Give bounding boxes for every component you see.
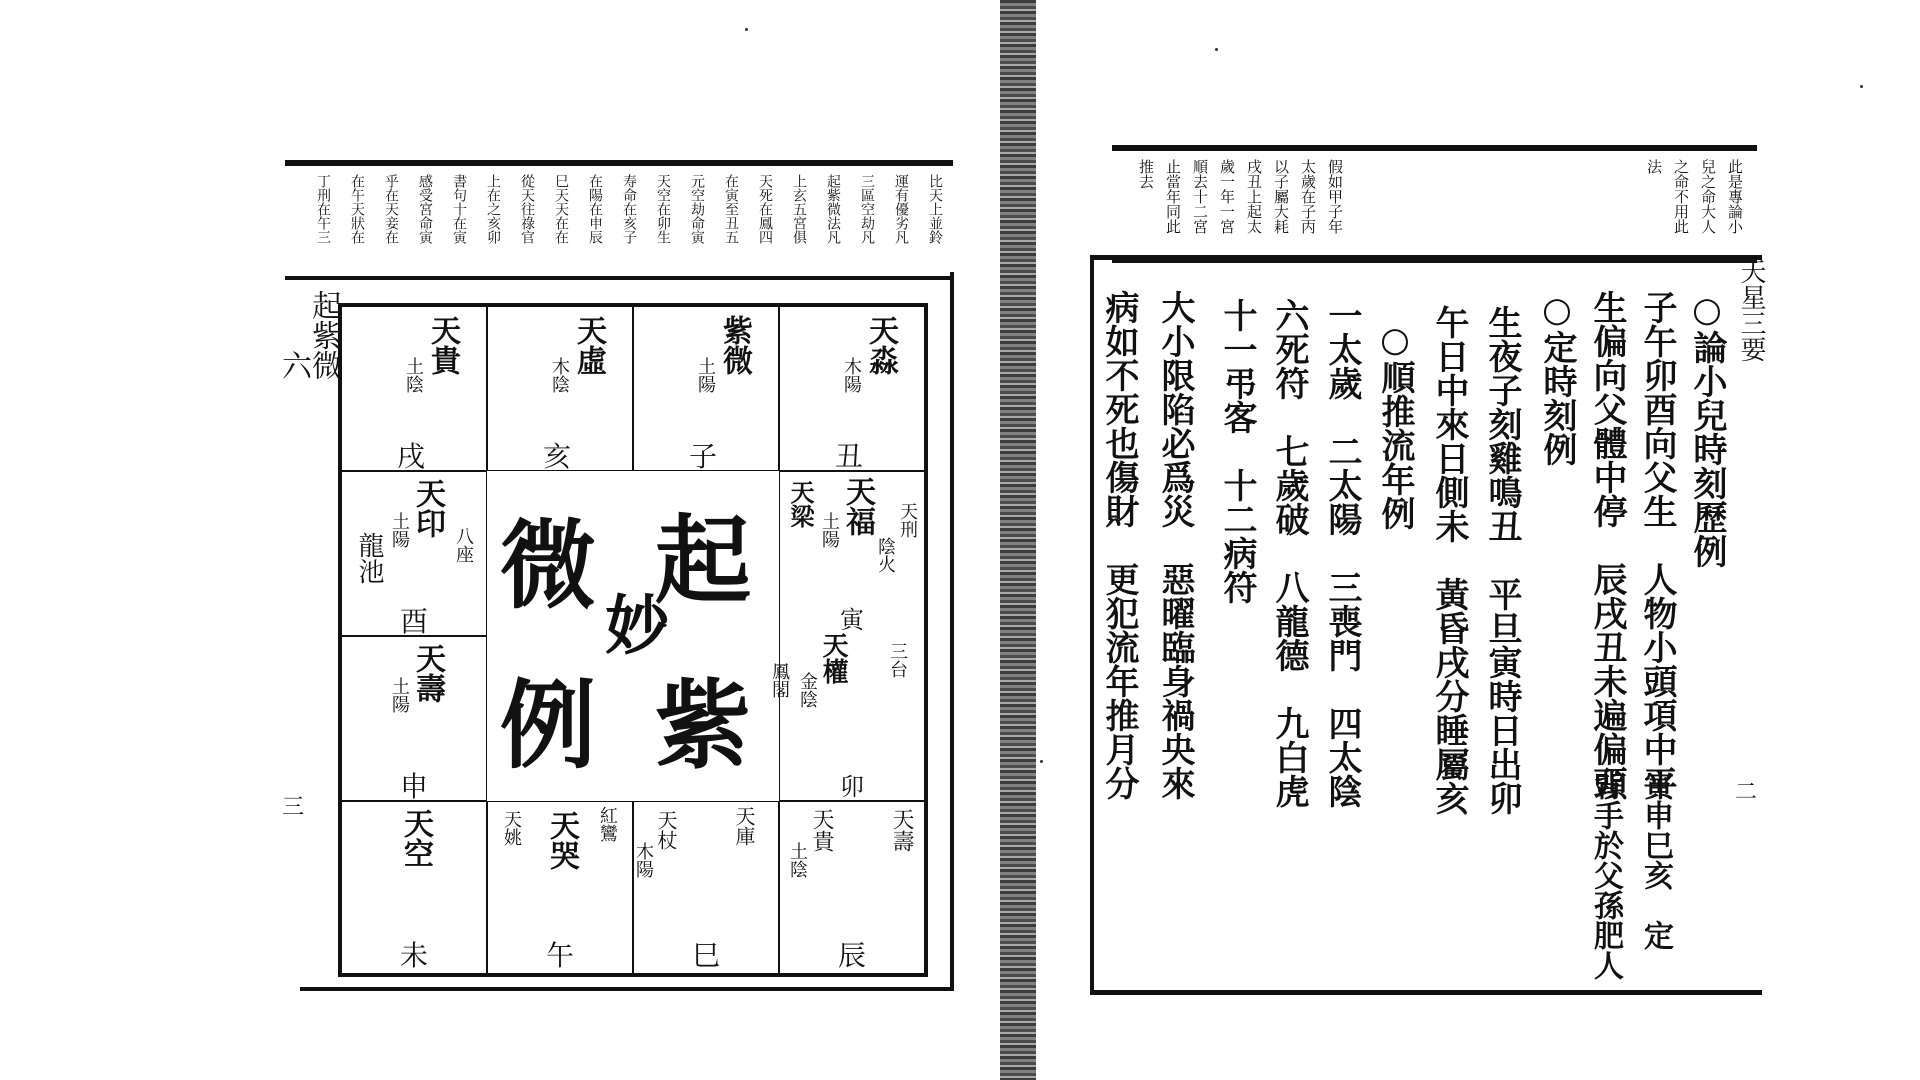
note: 乎在天妾在 [383,174,399,244]
star-name: 天杖 [654,810,678,850]
text-column: 大小限陷必爲災 惡曜臨身禍央來 [1155,290,1195,800]
left-margin-notes [285,160,953,280]
note: 歲一年一宮 [1218,159,1236,234]
note: 戌丑上起太 [1245,159,1263,234]
text-column: 生夜子刻雞鳴丑 平旦寅時日出卯 [1482,305,1522,815]
cell-chou [779,306,925,471]
cell-wei [341,801,487,974]
note: 此是專論小 [1726,159,1744,234]
text-column-tail: 背手於父孫肥人 [1588,770,1623,980]
text-column: 午日中來日側未 黃昏戌分睡屬亥 [1429,305,1469,815]
star-element: 木陽 [841,357,862,393]
note: 巳天天在在 [553,174,569,244]
note: 在寅至丑五 [723,174,739,244]
page-number: 二 [1735,780,1758,805]
branch-label: 巳 [692,939,721,972]
star-element: 土陰 [787,842,808,878]
cell-si [633,801,779,974]
extra-star: 鳳閣 [769,662,790,698]
star-name: 天福 [840,476,875,536]
cell-xu [341,306,487,471]
star-element: 土陰 [403,357,424,393]
note: 在午天狀在 [349,174,365,244]
star-name: 天權 [818,632,848,684]
note: 推去 [1137,159,1155,189]
note: 以子屬大耗 [1272,159,1290,234]
speck [745,28,748,31]
right-margin-notes [1112,145,1757,263]
star-name: 天梁 [786,480,815,528]
note: 從天往祿官 [519,174,535,244]
note: 三區空劫凡 [859,174,875,244]
note: 在陽在申辰 [587,174,603,244]
note: 兒之命大人 [1699,159,1717,234]
extra-star: 八座 [453,527,474,563]
text-column: ○論小兒時刻歷例 [1687,290,1727,568]
page-number: 三 [282,795,305,820]
title-char: 紫 [655,669,751,782]
branch-label: 戌 [397,440,426,473]
star-name: 天貴 [425,315,460,375]
text-column-tail: 寅申巳亥 定 [1638,770,1673,950]
note: 比天上並鈴 [927,174,943,244]
text-column: ○定時刻例 [1537,290,1577,466]
center-title [480,470,780,790]
note: 丁刑在午三 [315,174,331,244]
extra-star: 三台 [887,642,908,678]
cell-chen [779,801,925,974]
speck [1215,48,1218,51]
extra-star: 紅鸞 [597,806,618,842]
note: 運有優劣凡 [893,174,909,244]
branch-label: 子 [689,440,718,473]
side-title: 起紫微 [306,290,341,380]
cell-yin-mao [769,471,925,801]
speck [1040,760,1043,763]
star-element: 土陽 [389,677,410,713]
title-char: 微 [500,509,596,622]
branch-label: 辰 [838,939,867,972]
text-column: 子午卯酉向父生 人物小頭項中平 [1637,290,1677,800]
star-name: 天印 [410,478,445,538]
cell-shen [341,636,487,801]
branch-label: 申 [400,770,429,803]
text-column: 一太歲 二太陽 三喪門 四太陰 [1322,298,1362,808]
text-column: 十一弔客 十二病符 [1217,298,1257,604]
note: 上在之亥卯 [485,174,501,244]
extra-star: 龍池 [354,532,384,584]
extra-star: 天姚 [501,810,522,846]
extra-star: 陰火 [875,537,896,573]
star-name: 紫微 [717,315,752,375]
cell-zi [633,306,779,471]
cell-wu [487,801,633,974]
cell-you [341,471,487,636]
branch-label: 未 [400,939,429,972]
extra-star: 天壽 [889,808,914,852]
text-column: 生偏向父體中停 辰戌丑未遍偏頭 [1587,290,1627,800]
side-chapter: 六 [276,350,311,380]
text-column: 病如不死也傷財 更犯流年推月分 [1099,290,1139,800]
star-element: 土陽 [819,512,840,548]
note: 天死在鳳四 [757,174,773,244]
note: 太歲在子丙 [1299,159,1317,234]
note: 之命不用此 [1672,159,1690,234]
star-element: 土陽 [695,357,716,393]
text-column: ○順推流年例 [1375,320,1415,530]
star-element: 木陰 [549,357,570,393]
branch-label: 亥 [543,440,572,473]
extra-star: 天庫 [732,806,756,846]
text-column: 六死符 七歲破 八龍德 九白虎 [1269,298,1309,808]
note: 天空在卯生 [655,174,671,244]
cell-hai [487,306,633,471]
star-name: 天空 [398,808,433,868]
star-element: 金陰 [797,672,818,708]
branch-label: 午 [546,939,575,972]
star-name: 天哭 [544,810,579,870]
book-gutter [1000,0,1036,1080]
branch-label: 丑 [835,440,864,473]
note: 感受宮命寅 [417,174,433,244]
note: 止當年同此 [1164,159,1182,234]
title-char: 妙 [605,589,669,664]
branch-label: 寅 [840,606,864,634]
note: 寿命在亥子 [621,174,637,244]
note: 起紫微法凡 [825,174,841,244]
note: 書句十在寅 [451,174,467,244]
star-element: 木陽 [633,842,654,878]
note: 上玄五宮俱 [791,174,807,244]
extra-star: 天刑 [897,502,918,538]
note: 元空劫命寅 [689,174,705,244]
speck [1860,85,1863,88]
branch-label: 卯 [840,773,864,801]
note: 法 [1645,159,1663,174]
note: 假如甲子年 [1326,159,1344,234]
book-header: 天星三要 [1736,258,1766,362]
star-name: 天虛 [571,315,606,375]
title-char: 例 [500,669,596,782]
star-name: 天貴 [809,808,834,852]
star-name: 天淼 [863,315,898,375]
title-char: 起 [655,504,751,617]
star-element: 土陽 [389,512,410,548]
note: 順去十二宮 [1191,159,1209,234]
branch-label: 酉 [400,605,429,638]
star-name: 天壽 [410,643,445,703]
